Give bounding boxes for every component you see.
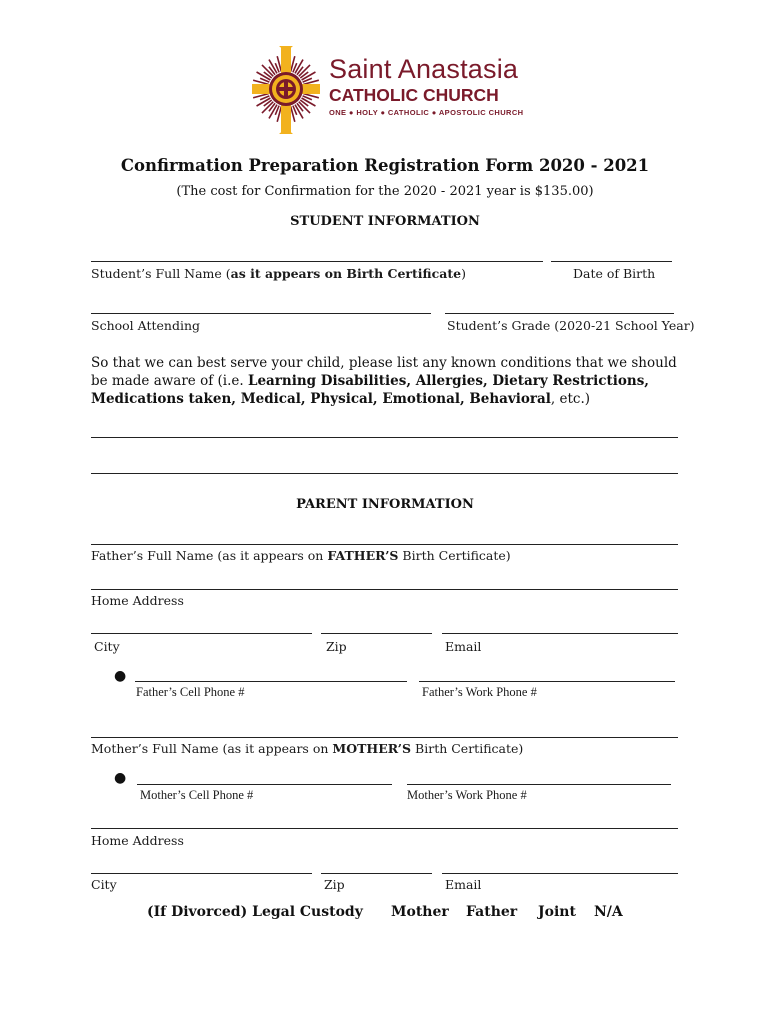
bullet-icon: ●: [114, 668, 127, 684]
student-name-field[interactable]: [91, 261, 543, 262]
mother-cell-field[interactable]: [137, 784, 392, 785]
conditions-paragraph: So that we can best serve your child, please list any known conditions that we should be made aware of (i.e. Learning Disabilities, Allergies, Dietary Restrictions, Medications taken, Medical, Physical, Emotional, Behavioral, etc.): [91, 355, 677, 407]
mother-zip-field[interactable]: [321, 873, 432, 874]
legal-custody-label: (If Divorced) Legal Custody: [147, 904, 363, 920]
school-label: School Attending: [91, 318, 200, 333]
student-name-label: Student’s Full Name (as it appears on Birth Certificate): [91, 266, 466, 281]
custody-option-joint[interactable]: Joint: [538, 904, 576, 920]
cost-note: (The cost for Confirmation for the 2020 - 2021 year is $135.00): [176, 184, 594, 199]
mother-cell-label: Mother’s Cell Phone #: [140, 788, 254, 802]
mother-work-label: Mother’s Work Phone #: [407, 788, 527, 802]
form-title: Confirmation Preparation Registration Form 2020 - 2021: [120, 156, 650, 175]
sunburst-cross-icon: [246, 44, 326, 136]
custody-option-na[interactable]: N/A: [594, 904, 623, 920]
father-home-address-label: Home Address: [91, 593, 184, 608]
church-subtitle: CATHOLIC CHURCH: [329, 85, 499, 105]
school-field[interactable]: [91, 313, 431, 314]
mother-city-label: City: [91, 877, 117, 892]
date-of-birth-field[interactable]: [551, 261, 672, 262]
mother-city-field[interactable]: [91, 873, 312, 874]
father-zip-field[interactable]: [321, 633, 432, 634]
father-email-label: Email: [445, 639, 482, 654]
student-section-heading: STUDENT INFORMATION: [290, 214, 480, 229]
father-work-label: Father’s Work Phone #: [422, 685, 537, 699]
custody-option-father[interactable]: Father: [466, 904, 518, 920]
father-zip-label: Zip: [326, 639, 347, 654]
mother-home-address-field[interactable]: [91, 828, 678, 829]
father-cell-label: Father’s Cell Phone #: [136, 685, 245, 699]
parent-section-heading: PARENT INFORMATION: [296, 497, 474, 512]
conditions-field-2[interactable]: [91, 473, 678, 474]
father-cell-field[interactable]: [135, 681, 407, 682]
father-home-address-field[interactable]: [91, 589, 678, 590]
father-city-field[interactable]: [91, 633, 312, 634]
church-name: Saint Anastasia: [329, 54, 519, 84]
conditions-field-1[interactable]: [91, 437, 678, 438]
church-tagline: ONE ● HOLY ● CATHOLIC ● APOSTOLIC CHURCH: [329, 108, 524, 117]
mother-email-field[interactable]: [442, 873, 678, 874]
date-of-birth-label: Date of Birth: [573, 266, 656, 281]
grade-label: Student’s Grade (2020-21 School Year): [447, 318, 695, 333]
father-name-field[interactable]: [91, 544, 678, 545]
grade-field[interactable]: [445, 313, 674, 314]
father-name-label: Father’s Full Name (as it appears on FATHER’S Birth Certificate): [91, 548, 511, 563]
father-email-field[interactable]: [442, 633, 678, 634]
mother-name-label: Mother’s Full Name (as it appears on MOTHER’S Birth Certificate): [91, 741, 524, 756]
bullet-icon: ●: [114, 770, 127, 786]
custody-option-mother[interactable]: Mother: [391, 904, 449, 920]
mother-zip-label: Zip: [324, 877, 345, 892]
mother-email-label: Email: [445, 877, 482, 892]
mother-work-field[interactable]: [407, 784, 671, 785]
father-city-label: City: [94, 639, 120, 654]
mother-name-field[interactable]: [91, 737, 678, 738]
mother-home-address-label: Home Address: [91, 833, 184, 848]
father-work-field[interactable]: [419, 681, 675, 682]
